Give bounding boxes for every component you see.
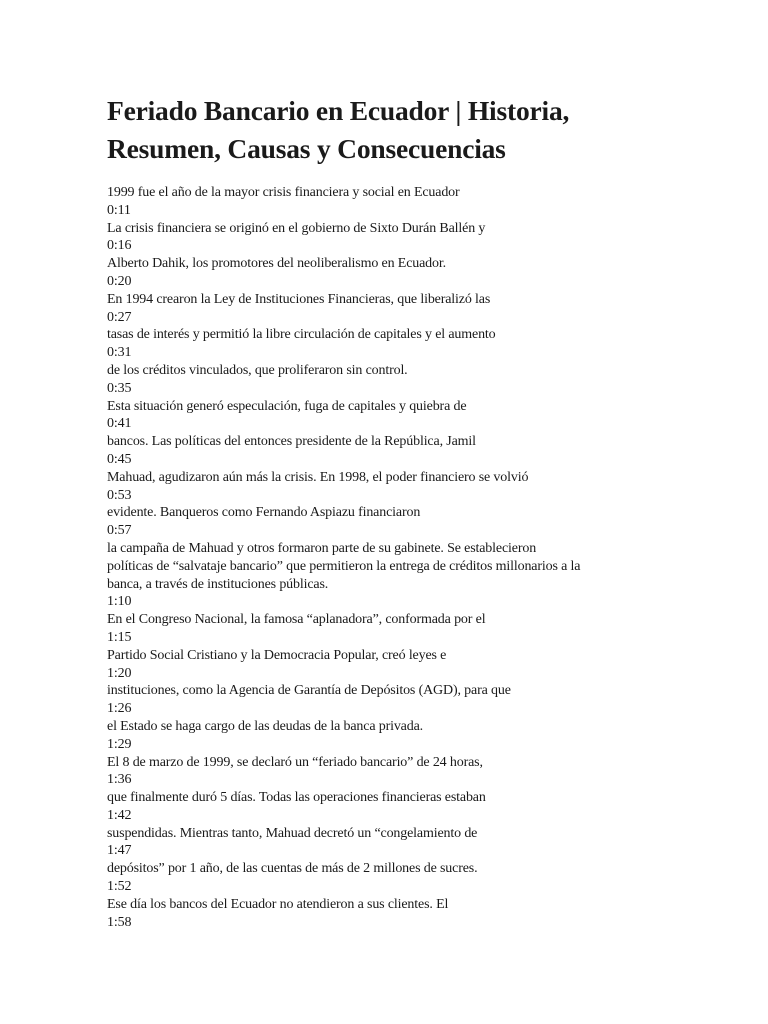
page-title (107, 92, 647, 168)
transcript-line: el Estado se haga cargo de las deudas de la banca privada. (107, 718, 424, 734)
transcript-line: Ese día los bancos del Ecuador no atendieron a sus clientes. El (107, 896, 449, 912)
transcript-line: Mahuad, agudizaron aún más la crisis. En 1998, el poder financiero se volvió (107, 469, 529, 485)
transcript-line: que finalmente duró 5 días. Todas las operaciones financieras estaban (107, 790, 486, 806)
title-line: Resumen, Causas y Consecuencias (107, 133, 506, 164)
transcript-line: Partido Social Cristiano y la Democracia Popular, creó leyes e (107, 647, 447, 663)
timestamp: 0:20 (107, 273, 132, 289)
transcript-line: bancos. Las políticas del entonces presidente de la República, Jamil (107, 434, 476, 450)
transcript-body (107, 184, 647, 931)
timestamp: 1:42 (107, 807, 132, 823)
timestamp: 0:31 (107, 345, 132, 361)
timestamp: 1:47 (107, 843, 132, 859)
transcript-line: Esta situación generó especulación, fuga de capitales y quiebra de (107, 398, 467, 414)
transcript-line: políticas de “salvataje bancario” que permitieron la entrega de créditos millonarios a la (107, 558, 581, 574)
transcript-line: de los créditos vinculados, que proliferaron sin control. (107, 362, 408, 378)
transcript-line: banca, a través de instituciones públicas. (107, 576, 329, 592)
timestamp: 0:27 (107, 309, 132, 325)
timestamp: 0:35 (107, 380, 132, 396)
transcript-line: suspendidas. Mientras tanto, Mahuad decretó un “congelamiento de (107, 825, 478, 841)
timestamp: 1:15 (107, 629, 132, 645)
timestamp: 0:41 (107, 416, 132, 432)
transcript-line: En 1994 crearon la Ley de Instituciones Financieras, que liberalizó las (107, 291, 491, 307)
transcript-line: tasas de interés y permitió la libre circulación de capitales y el aumento (107, 327, 496, 343)
transcript-line: 1999 fue el año de la mayor crisis financiera y social en Ecuador (107, 185, 460, 200)
transcript-line: la campaña de Mahuad y otros formaron parte de su gabinete. Se establecieron (107, 540, 537, 556)
timestamp: 0:16 (107, 238, 132, 254)
timestamp: 1:52 (107, 879, 132, 895)
transcript-line: depósitos” por 1 año, de las cuentas de más de 2 millones de sucres. (107, 861, 478, 877)
timestamp: 1:26 (107, 701, 132, 717)
transcript-line: El 8 de marzo de 1999, se declaró un “feriado bancario” de 24 horas, (107, 754, 483, 770)
document-page (107, 92, 647, 931)
timestamp: 0:45 (107, 451, 132, 467)
timestamp: 0:11 (107, 202, 131, 218)
timestamp: 1:58 (107, 914, 132, 930)
transcript-line: La crisis financiera se originó en el gobierno de Sixto Durán Ballén y (107, 220, 486, 236)
timestamp: 0:53 (107, 487, 132, 503)
timestamp: 1:29 (107, 736, 132, 752)
transcript-line: evidente. Banqueros como Fernando Aspiazu financiaron (107, 505, 421, 521)
title-line: Feriado Bancario en Ecuador | Historia, (107, 95, 570, 126)
transcript-line: Alberto Dahik, los promotores del neoliberalismo en Ecuador. (107, 256, 446, 272)
timestamp: 1:36 (107, 772, 132, 788)
transcript-line: instituciones, como la Agencia de Garantía de Depósitos (AGD), para que (107, 683, 511, 699)
timestamp: 1:20 (107, 665, 132, 681)
transcript-line: En el Congreso Nacional, la famosa “aplanadora”, conformada por el (107, 612, 486, 628)
timestamp: 1:10 (107, 594, 132, 610)
timestamp: 0:57 (107, 523, 132, 539)
